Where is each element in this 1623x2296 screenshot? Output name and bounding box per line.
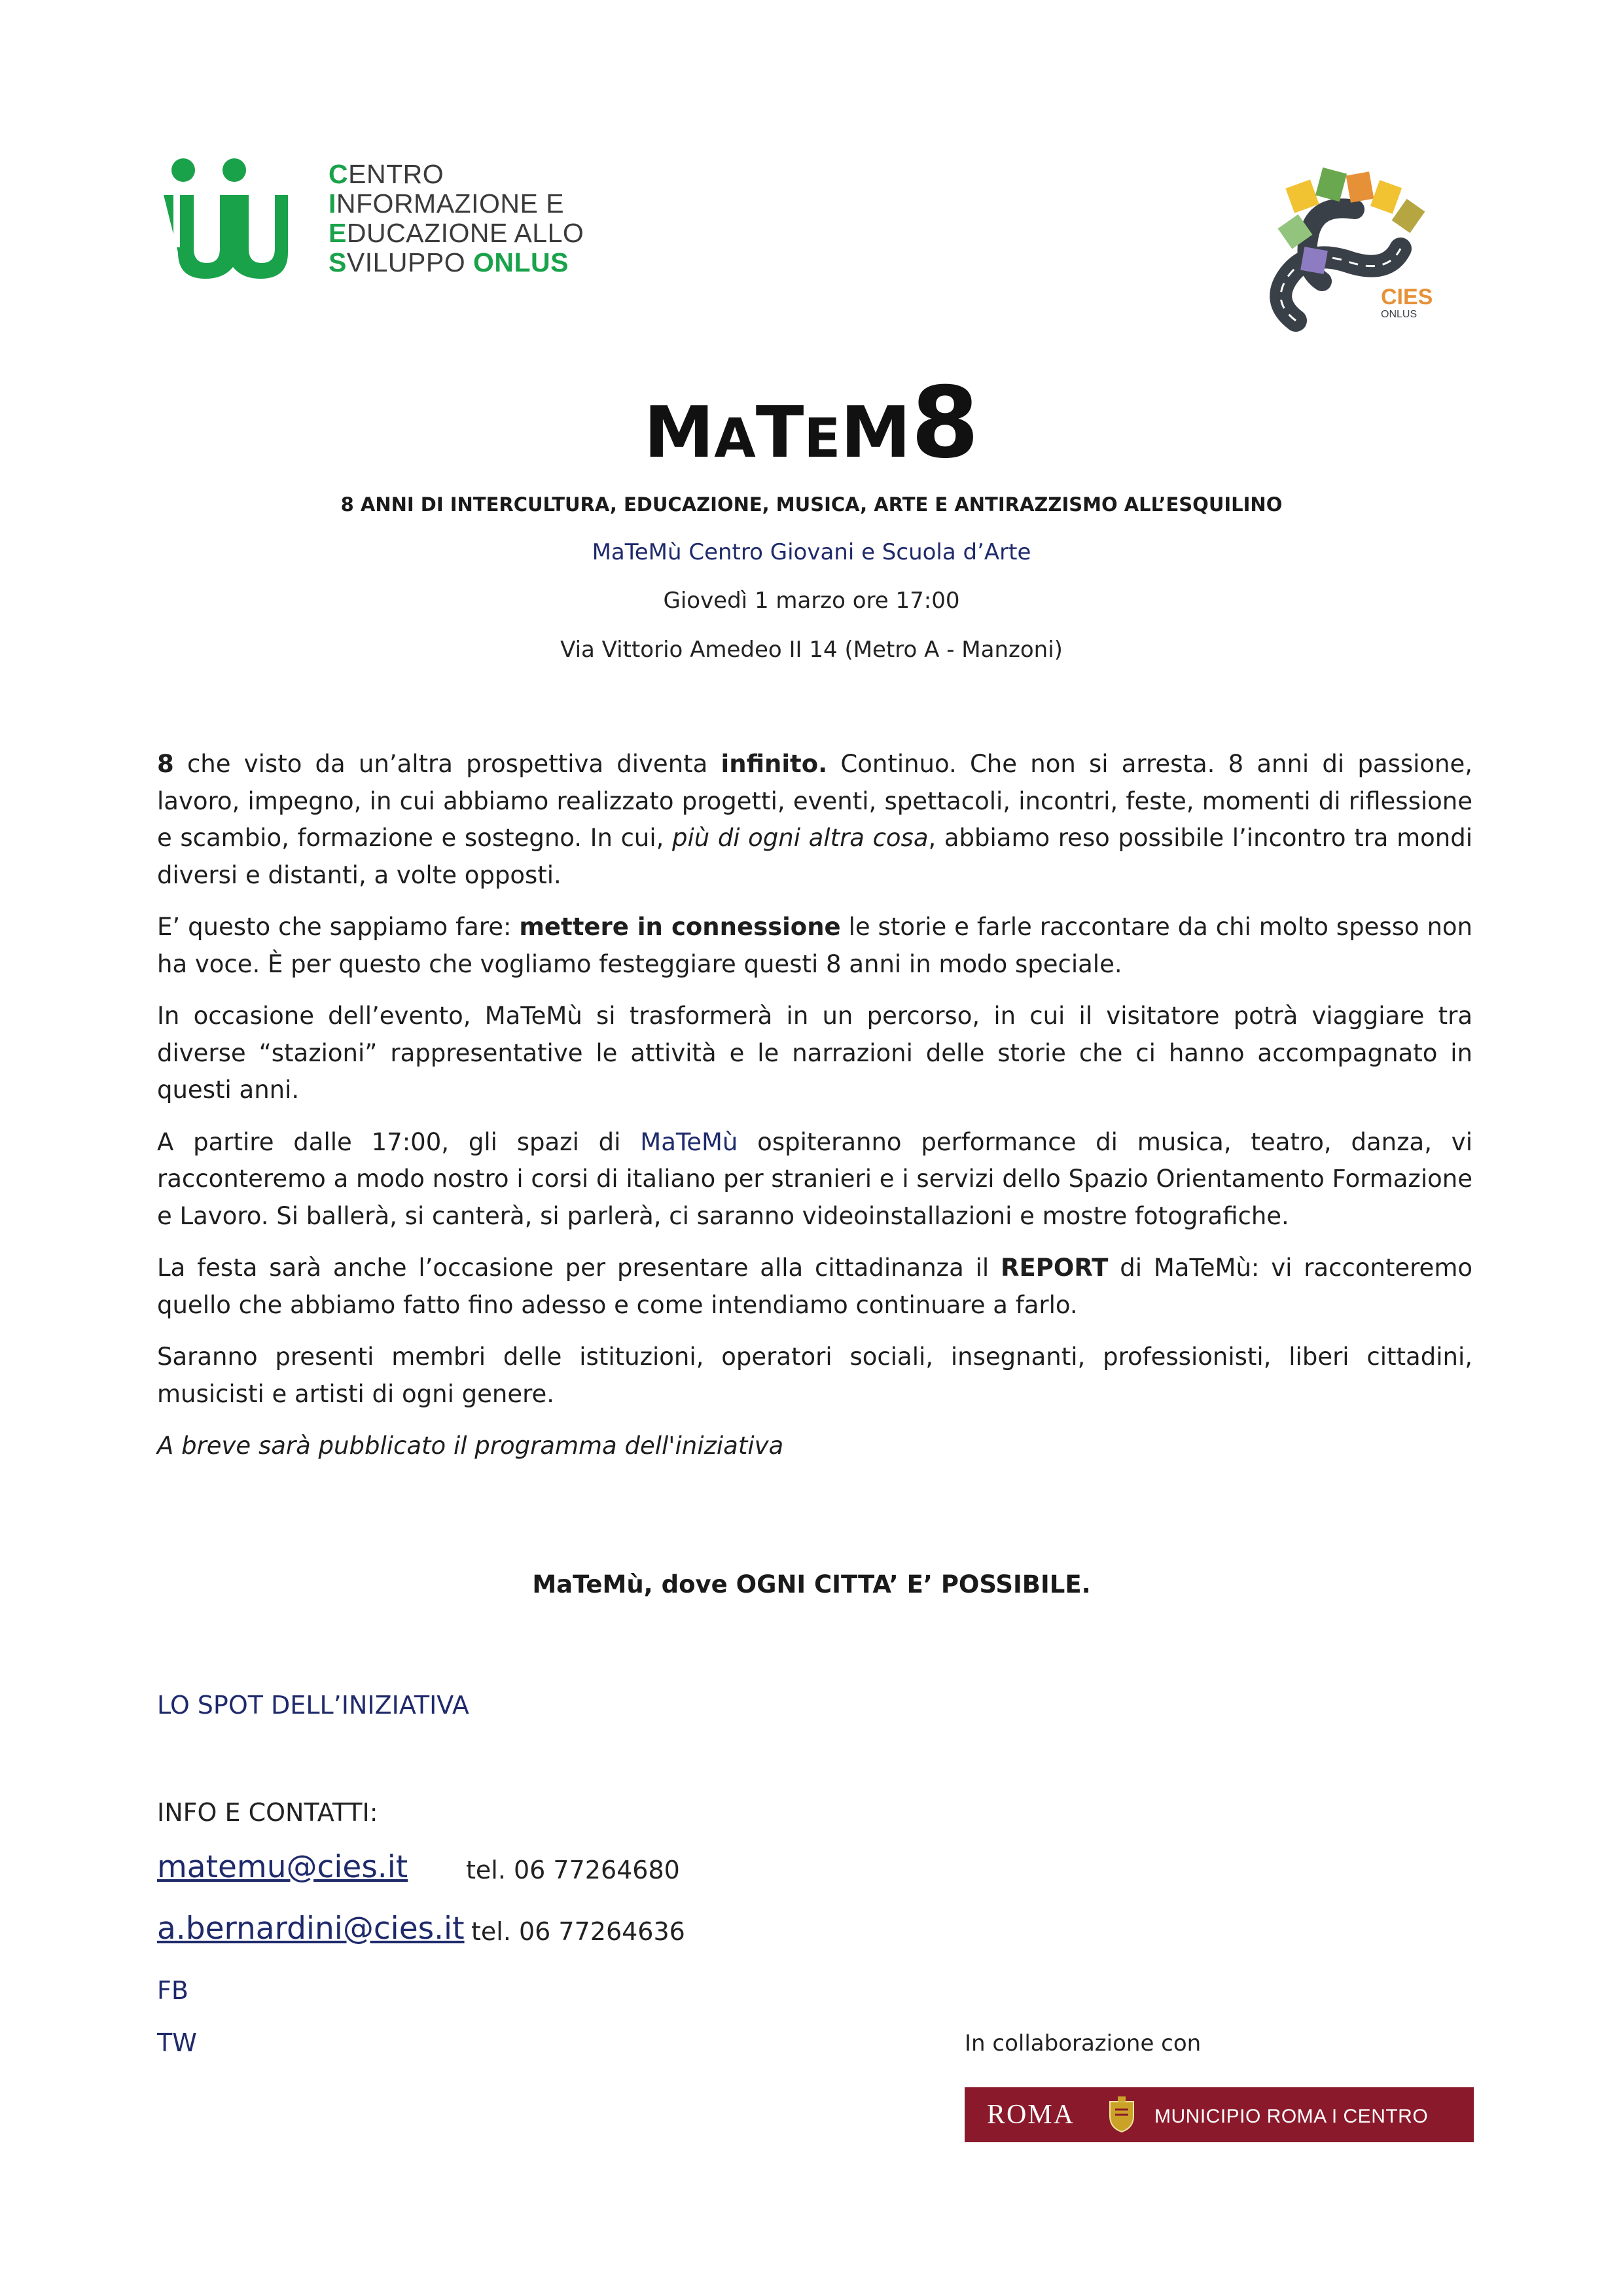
- paragraph: 8 che visto da un’altra prospettiva diventa infinito. Continuo. Che non si arresta. 8 anni di passione, lavoro, impegno, in cui abbiamo realizzato progetti, eventi, spettacoli, incontri, feste, momenti di riflessione e scambio, formazione e sostegno. In cui, più di ogni altra cosa, abbiamo reso possibile l’incontro tra mondi diversi e distanti, a volte opposti.: [157, 750, 1472, 889]
- paragraph: In occasione dell’evento, MaTeMù si trasformerà in un percorso, in cui il visitatore potrà viaggiare tra diverse “stazioni” rappresentative le attività e le narrazioni delle storie che ci hanno accompagnato in questi anni.: [157, 1002, 1472, 1104]
- info-contacts-label: INFO E CONTATTI:: [157, 1798, 378, 1827]
- twitter-link[interactable]: TW: [157, 2028, 197, 2057]
- title-part: 8: [910, 366, 980, 480]
- onlus-logo-text: ONLUS: [1381, 309, 1418, 320]
- collaboration-label: In collaborazione con: [965, 2030, 1202, 2057]
- phone-matemu: tel. 06 77264680: [466, 1856, 680, 1884]
- title-part: E: [804, 408, 841, 470]
- roma-word: ROMA: [987, 2100, 1075, 2130]
- paragraph: A partire dalle 17:00, gli spazi di MaTeMù ospiteranno performance di musica, teatro, danza, vi racconteremo a modo nostro i corsi di italiano per stranieri e i servizi dello Spazio Orientamento Formazione e Lavoro. Si ballerà, si canterà, si parlerà, ci saranno videoinstallazioni e mostre fotografiche.: [157, 1127, 1472, 1230]
- roma-municipio-logo: [965, 2087, 1474, 2142]
- phone-bernardini: tel. 06 77264636: [471, 1917, 685, 1946]
- org-name: CENTRO INFORMAZIONE E EDUCAZIONE ALLO SVILUPPO ONLUS: [329, 159, 584, 277]
- title-part: T: [755, 392, 804, 474]
- matemu-link[interactable]: MaTeMù: [640, 1127, 738, 1156]
- venue-link[interactable]: MaTeMù Centro Giovani e Scuola d’Arte: [592, 539, 1031, 565]
- email-link-bernardini[interactable]: a.bernardini@cies.it: [157, 1911, 465, 1947]
- motto: MaTeMù, dove OGNI CITTA’ E’ POSSIBILE.: [532, 1570, 1091, 1598]
- email-link-matemu[interactable]: matemu@cies.it: [157, 1849, 408, 1885]
- facebook-link[interactable]: FB: [157, 1976, 188, 2005]
- cies-iw-logo-icon: [157, 154, 294, 279]
- paragraph-note: A breve sarà pubblicato il programma dell'iniziativa: [157, 1432, 784, 1460]
- subtitle: 8 ANNI DI INTERCULTURA, EDUCAZIONE, MUSICA, ARTE E ANTIRAZZISMO ALL’ESQUILINO: [340, 493, 1283, 516]
- page-title: [0, 366, 1623, 480]
- paragraph: Saranno presenti membri delle istituzioni, operatori sociali, insegnanti, professionisti, liberi cittadini, musicisti e artisti di ogni genere.: [157, 1343, 1472, 1408]
- cies-logo-text: CIES: [1381, 285, 1433, 309]
- paragraph: La festa sarà anche l’occasione per presentare alla cittadinanza il REPORT di MaTeMù: vi racconteremo quello che abbiamo fatto fino adesso e come intendiamo continuare a farlo.: [157, 1254, 1472, 1319]
- paragraph: E’ questo che sappiamo fare: mettere in connessione le storie e farle raccontare da chi molto spesso non ha voce. È per questo che vogliamo festeggiare questi 8 anni in modo speciale.: [157, 913, 1472, 978]
- title-part: M: [643, 392, 715, 474]
- matemu-cies-logo-icon: [1257, 157, 1446, 347]
- cies-logo: [157, 154, 615, 279]
- event-address: Via Vittorio Amedeo II 14 (Metro A - Manzoni): [560, 637, 1063, 663]
- roma-crest-icon: [1107, 2095, 1136, 2133]
- body-text: [157, 746, 1472, 1480]
- title-part: A: [714, 408, 756, 470]
- spot-link[interactable]: LO SPOT DELL’INIZIATIVA: [157, 1691, 469, 1720]
- title-part: M: [840, 392, 911, 474]
- event-date: Giovedì 1 marzo ore 17:00: [663, 588, 960, 614]
- municipio-label: MUNICIPIO ROMA I CENTRO: [1154, 2106, 1429, 2127]
